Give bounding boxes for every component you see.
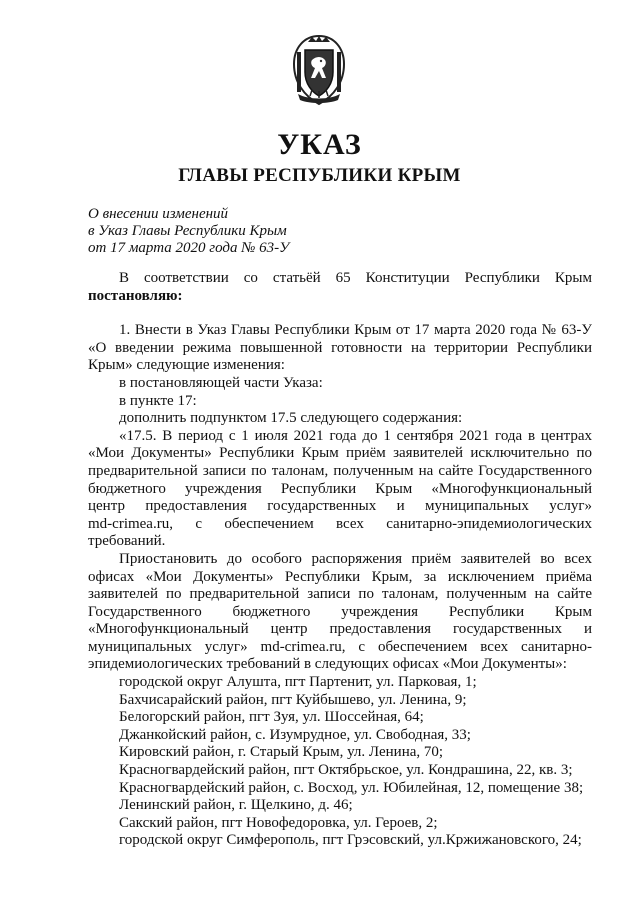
sub17-5-line: «Мои Документы» Республики Крым приём заявителей исключительно по <box>88 445 592 462</box>
office-list-item: Белогорский район, пгт Зуя, ул. Шоссейная, 64; <box>119 709 424 726</box>
suspend-line: заявителей по предварительной записи по талонам, полученным на сайте <box>88 586 592 603</box>
suspend-line: офисах «Мои Документы» Республики Крым, за исключением приёма <box>88 568 592 585</box>
office-list-item: городской округ Алушта, пгт Партенит, ул. Парковая, 1; <box>119 674 477 691</box>
sub17-5-line: «17.5. В период с 1 июля 2021 года до 1 сентября 2021 года в центрах <box>119 427 592 444</box>
office-list-item: городской округ Симферополь, пгт Грэсовский, ул.Кржижановского, 24; <box>119 832 582 849</box>
office-list-item: Ленинский район, г. Щелкино, д. 46; <box>119 797 353 814</box>
item1-line: 1. Внести в Указ Главы Республики Крым от 17 марта 2020 года № 63-У <box>119 322 592 339</box>
coat-of-arms-icon <box>290 34 348 106</box>
sub17-5-line: центр предоставления государственных и муниципальных услуг» <box>88 498 592 515</box>
decree-title: УКАЗ <box>277 128 362 161</box>
suspend-line: муниципальных услуг» md-crimea.ru, с обеспечением всех санитарно- <box>88 638 592 655</box>
sub17-5-line: предварительной записи по талонам, полученным на сайте Государственного <box>88 462 592 479</box>
decree-word: постановляю: <box>88 287 183 304</box>
item1-line: Крым» следующие изменения: <box>88 357 285 374</box>
sub17-5-line: md-crimea.ru, с обеспечением всех санитарно-эпидемиологических <box>88 515 592 532</box>
decree-subtitle: ГЛАВЫ РЕСПУБЛИКИ КРЫМ <box>178 165 461 186</box>
preamble-line: В соответствии со статьёй 65 Конституции Республики Крым <box>119 270 592 286</box>
amendment-note-line: О внесении изменений <box>88 206 229 222</box>
decree-body <box>88 270 592 850</box>
item1-sub-line: в постановляющей части Указа: <box>119 374 323 391</box>
amendment-note <box>88 206 289 257</box>
office-list-item: Кировский район, г. Старый Крым, ул. Ленина, 70; <box>119 744 444 761</box>
office-list-item: Красногвардейский район, пгт Октябрьское, ул. Кондрашина, 22, кв. 3; <box>119 762 573 779</box>
suspend-line: Государственного бюджетного учреждения Республики Крым <box>88 603 592 620</box>
sub17-5-line: бюджетного учреждения Республики Крым «Многофункциональный <box>88 480 592 497</box>
suspend-line: Приостановить до особого распоряжения приём заявителей во всех <box>119 550 592 567</box>
sub17-5-line: требований. <box>88 533 166 550</box>
suspend-line: эпидемиологических требований в следующих офисах «Мои Документы»: <box>88 656 567 673</box>
suspend-line: «Многофункциональный центр предоставления государственных и <box>88 621 592 638</box>
office-list-item: Джанкойский район, с. Изумрудное, ул. Свободная, 33; <box>119 726 471 743</box>
amendment-note-line: от 17 марта 2020 года № 63-У <box>88 240 290 256</box>
office-list-item: Сакский район, пгт Новофедоровка, ул. Героев, 2; <box>119 814 438 831</box>
item1-line: «О введении режима повышенной готовности на территории Республики <box>88 339 592 356</box>
office-list-item: Красногвардейский район, с. Восход, ул. Юбилейная, 12, помещение 38; <box>119 779 584 796</box>
office-list-item: Бахчисарайский район, пгт Куйбышево, ул. Ленина, 9; <box>119 691 467 708</box>
item1-sub-line: дополнить подпунктом 17.5 следующего содержания: <box>119 410 463 427</box>
item1-sub-line: в пункте 17: <box>119 392 197 409</box>
amendment-note-line: в Указ Главы Республики Крым <box>88 223 287 239</box>
